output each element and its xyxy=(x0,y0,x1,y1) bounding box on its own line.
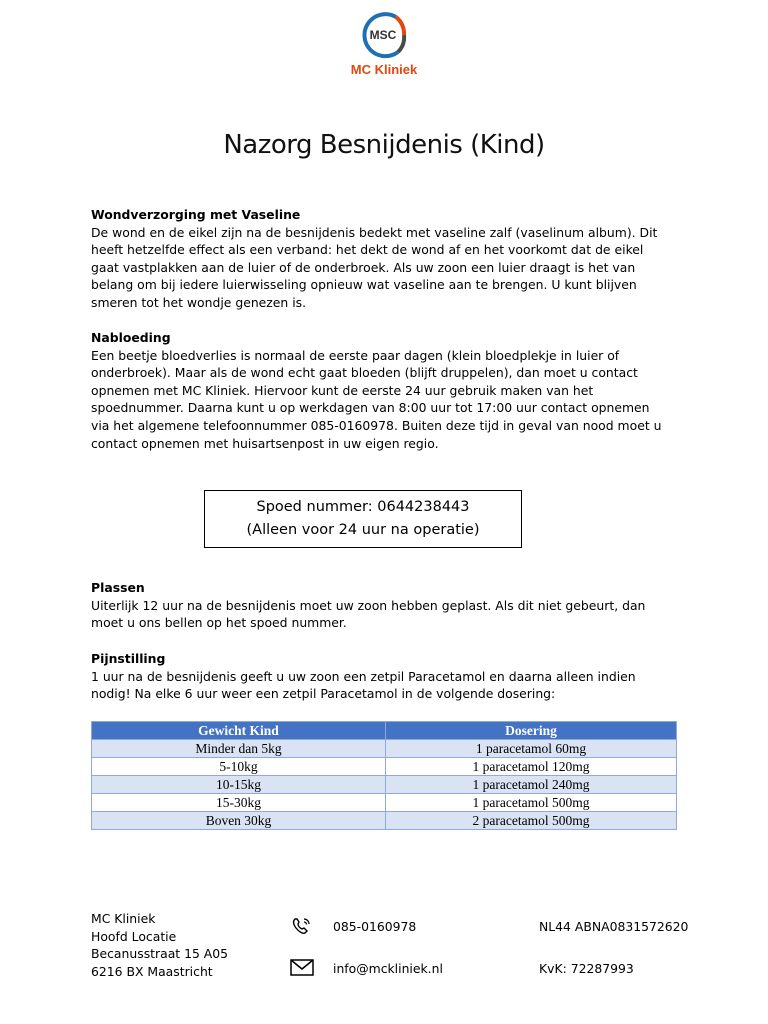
weight-cell: Boven 30kg xyxy=(92,812,386,830)
paragraph-line: onderbroek). Maar als de wond echt gaat bloeden (blijft druppelen), dan moet u contact xyxy=(91,365,638,381)
paragraph-line: 1 uur na de besnijdenis geeft u uw zoon een zetpil Paracetamol en daarna alleen indien xyxy=(91,668,636,684)
section-pijnstilling xyxy=(91,650,681,703)
paragraph-line: smeren tot het wondje genezen is. xyxy=(91,294,307,310)
paragraph-line: heeft hetzelfde effect als een verband: het dekt de wond af en het voorkomt dat de eikel xyxy=(91,242,644,258)
weight-cell: Minder dan 5kg xyxy=(92,740,386,758)
footer-phone: 085-0160978 xyxy=(333,919,417,934)
address-line: MC Kliniek xyxy=(91,911,156,926)
paragraph-line: belang om bij iedere luierwisseling opnieuw wat vaseline aan te brengen. U kunt blijven xyxy=(91,277,637,293)
section-plassen xyxy=(91,579,681,632)
weight-cell: 15-30kg xyxy=(92,794,386,812)
section-wondverzorging xyxy=(91,206,681,312)
table-row xyxy=(92,794,677,812)
footer-iban: NL44 ABNA0831572620 xyxy=(539,919,689,934)
section-heading: Wondverzorging met Vaseline xyxy=(91,207,301,222)
dosage-cell: 1 paracetamol 500mg xyxy=(386,794,677,812)
dosage-cell: 1 paracetamol 60mg xyxy=(386,740,677,758)
section-heading: Nabloeding xyxy=(91,330,171,345)
logo-letters: MSC xyxy=(369,28,397,42)
paragraph-line: contact opnemen met huisartsenpost in uw eigen regio. xyxy=(91,435,439,451)
paragraph-line: via het algemene telefoonnummer 085-0160978. Buiten deze tijd in geval van nood moet u xyxy=(91,417,662,433)
paragraph-line: De wond en de eikel zijn na de besnijdenis bedekt met vaseline zalf (vaselinum album). Dit xyxy=(91,224,658,240)
page-title: Nazorg Besnijdenis (Kind) xyxy=(223,130,545,160)
clinic-logo xyxy=(356,8,410,62)
footer-email[interactable]: info@mckliniek.nl xyxy=(333,961,443,976)
dosage-cell: 2 paracetamol 500mg xyxy=(386,812,677,830)
paragraph-line: nodig! Na elke 6 uur weer een zetpil Paracetamol in de volgende dosering: xyxy=(91,686,556,702)
table-row xyxy=(92,812,677,830)
column-header-dosage: Dosering xyxy=(386,722,677,740)
table-row xyxy=(92,740,677,758)
emergency-number: Spoed nummer: 0644238443 xyxy=(256,499,470,515)
dosage-table xyxy=(91,721,677,830)
section-nabloeding xyxy=(91,329,681,452)
footer-kvk: KvK: 72287993 xyxy=(539,961,634,976)
section-heading: Pijnstilling xyxy=(91,651,166,666)
emergency-note: (Alleen voor 24 uur na operatie) xyxy=(246,522,480,538)
clinic-name: MC Kliniek xyxy=(350,62,418,77)
paragraph-line: spoednummer. Daarna kunt u op werkdagen van 8:00 uur tot 17:00 uur contact opnemen xyxy=(91,400,650,416)
address-line: Becanusstraat 15 A05 xyxy=(91,946,229,962)
column-header-weight: Gewicht Kind xyxy=(92,722,386,740)
phone-icon xyxy=(291,916,313,936)
table-header-row xyxy=(92,722,677,740)
dosage-cell: 1 paracetamol 240mg xyxy=(386,776,677,794)
envelope-icon xyxy=(290,959,314,976)
weight-cell: 10-15kg xyxy=(92,776,386,794)
paragraph-line: moet u ons bellen op het spoed nummer. xyxy=(91,615,347,631)
table-row xyxy=(92,776,677,794)
dosage-cell: 1 paracetamol 120mg xyxy=(386,758,677,776)
weight-cell: 5-10kg xyxy=(92,758,386,776)
address-line: 6216 BX Maastricht xyxy=(91,963,213,979)
section-heading: Plassen xyxy=(91,580,145,595)
emergency-number-box xyxy=(204,490,522,548)
paragraph-line: gaat vastplakken aan de luier of de onderbroek. Als uw zoon een luier draagt is het van xyxy=(91,259,636,275)
paragraph-line: opnemen met MC Kliniek. Hiervoor kunt de eerste 24 uur gebruik maken van het xyxy=(91,382,594,398)
table-row xyxy=(92,758,677,776)
paragraph-line: Uiterlijk 12 uur na de besnijdenis moet uw zoon hebben geplast. Als dit niet gebeurt, dan xyxy=(91,597,646,613)
address-line: Hoofd Locatie xyxy=(91,928,177,944)
footer-address xyxy=(91,910,228,980)
paragraph-line: Een beetje bloedverlies is normaal de eerste paar dagen (klein bloedplekje in luier of xyxy=(91,347,620,363)
